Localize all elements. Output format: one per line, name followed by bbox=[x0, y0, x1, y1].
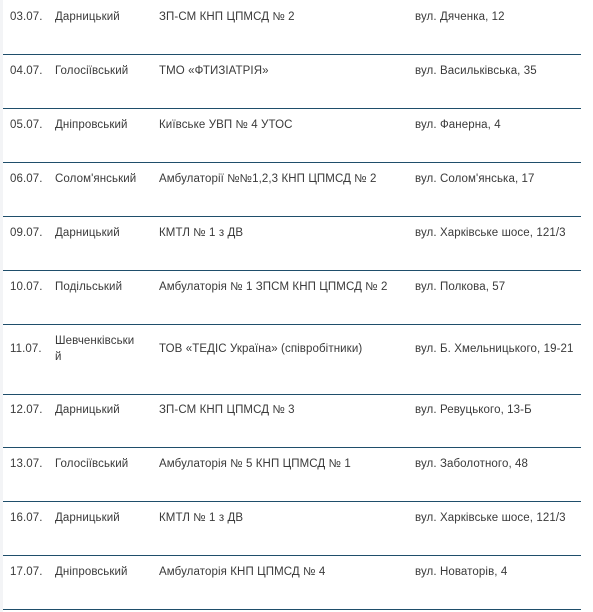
row-divider bbox=[3, 394, 581, 395]
date-cell: 12.07. bbox=[10, 404, 43, 416]
district-cell: Голосіївський bbox=[55, 458, 129, 470]
address-cell: вул. Полкова, 57 bbox=[415, 281, 506, 293]
address-cell: вул. Фанерна, 4 bbox=[415, 119, 501, 131]
row-divider bbox=[3, 324, 581, 325]
facility-cell: ЗП-СМ КНП ЦПМСД № 2 bbox=[159, 11, 295, 23]
facility-cell: КМТЛ № 1 з ДВ bbox=[159, 512, 244, 524]
district-cell: Дарницький bbox=[55, 11, 120, 23]
date-cell: 04.07. bbox=[10, 65, 43, 77]
address-cell: вул. Харківське шосе, 121/3 bbox=[415, 227, 566, 239]
address-cell: вул. Солом'янська, 17 bbox=[415, 173, 535, 185]
row-divider bbox=[3, 54, 581, 55]
facility-cell: Київське УВП № 4 УТОС bbox=[159, 119, 293, 131]
district-cell: Дніпровський bbox=[55, 566, 128, 578]
row-divider bbox=[3, 501, 581, 502]
district-cell-line-1: Шевченківськи bbox=[55, 335, 135, 347]
date-cell: 03.07. bbox=[10, 11, 43, 23]
date-cell: 16.07. bbox=[10, 512, 43, 524]
facility-cell: КМТЛ № 1 з ДВ bbox=[159, 227, 244, 239]
facility-cell: ТМО «ФТИЗІАТРІЯ» bbox=[159, 65, 269, 77]
facility-cell: ТОВ «ТЕДІС Україна» (співробітники) bbox=[159, 343, 363, 355]
district-cell: Дарницький bbox=[55, 227, 120, 239]
date-cell: 09.07. bbox=[10, 227, 43, 239]
row-divider bbox=[3, 162, 581, 163]
facility-cell: Амбулаторія № 1 ЗПСМ КНП ЦПМСД № 2 bbox=[159, 281, 388, 293]
row-divider bbox=[3, 609, 581, 610]
address-cell: вул. Ревуцького, 13-Б bbox=[415, 404, 532, 416]
date-cell: 17.07. bbox=[10, 566, 43, 578]
district-cell: Дарницький bbox=[55, 404, 120, 416]
row-divider bbox=[3, 447, 581, 448]
district-cell: Голосіївський bbox=[55, 65, 129, 77]
date-cell: 11.07. bbox=[10, 343, 42, 355]
date-cell: 05.07. bbox=[10, 119, 43, 131]
address-cell: вул. Заболотного, 48 bbox=[415, 458, 529, 470]
address-cell: вул. Харківське шосе, 121/3 bbox=[415, 512, 566, 524]
row-divider bbox=[3, 216, 581, 217]
district-cell: Дарницький bbox=[55, 512, 120, 524]
left-edge-strip bbox=[0, 0, 3, 612]
district-cell: Дніпровський bbox=[55, 119, 128, 131]
date-cell: 10.07. bbox=[10, 281, 43, 293]
address-cell: вул. Дяченка, 12 bbox=[415, 11, 505, 23]
facility-cell: Амбулаторії №№1,2,3 КНП ЦПМСД № 2 bbox=[159, 173, 377, 185]
district-cell bbox=[55, 333, 134, 365]
facility-cell: Амбулаторія КНП ЦПМСД № 4 bbox=[159, 566, 326, 578]
date-cell: 13.07. bbox=[10, 458, 43, 470]
row-divider bbox=[3, 270, 581, 271]
row-divider bbox=[3, 108, 581, 109]
district-cell-line-2: й bbox=[55, 351, 62, 363]
district-cell: Подільський bbox=[55, 281, 123, 293]
row-divider bbox=[3, 555, 581, 556]
facility-cell: Амбулаторія № 5 КНП ЦПМСД № 1 bbox=[159, 458, 351, 470]
district-cell: Солом'янський bbox=[55, 173, 137, 185]
address-cell: вул. Васильківська, 35 bbox=[415, 65, 537, 77]
date-cell: 06.07. bbox=[10, 173, 43, 185]
facility-cell: ЗП-СМ КНП ЦПМСД № 3 bbox=[159, 404, 295, 416]
address-cell: вул. Б. Хмельницького, 19-21 bbox=[415, 343, 574, 355]
address-cell: вул. Новаторів, 4 bbox=[415, 566, 508, 578]
